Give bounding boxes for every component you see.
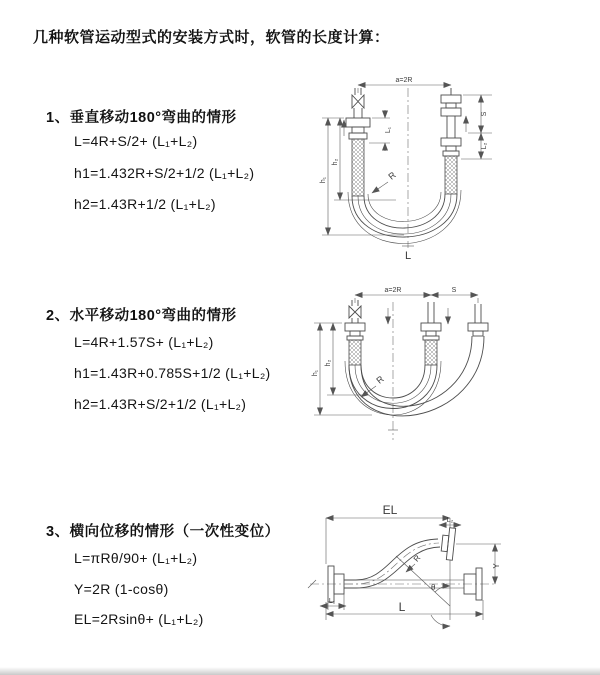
dim-label-r: R (386, 169, 398, 182)
dim-label-l2: L₂ (446, 517, 454, 524)
dim-label-l1: L₁ (385, 126, 392, 134)
pipe-right (441, 88, 461, 194)
dim-label-length: L (404, 250, 412, 262)
dim-label-a2r: a=2R (395, 77, 413, 84)
dim-length (326, 600, 483, 620)
hose-curves-displaced (349, 336, 484, 416)
flange-upper-right (440, 527, 455, 560)
radius-callout (406, 553, 423, 572)
angle-construction (396, 556, 450, 626)
dim-label-h1: h₁ (312, 369, 319, 377)
dim-label-s: S (451, 287, 457, 294)
dim-s (463, 95, 492, 133)
page-title: 几种软管运动型式的安装方式时，软管的长度计算： (33, 29, 390, 46)
dim-label-s: S (481, 111, 488, 117)
centerline (308, 580, 496, 588)
dim-label-theta: θ (431, 583, 436, 592)
dim-label-a2r: a=2R (384, 287, 402, 294)
pipe-middle (421, 302, 441, 365)
dim-label-r: R (411, 553, 423, 564)
dim-label-length: L (398, 600, 406, 614)
section1-formula-h1: h1=1.432R+S/2+1/2 (L₁+L₂) (74, 165, 255, 181)
pipe-right (468, 304, 488, 336)
dim-a2r (358, 77, 451, 93)
dim-label-y: Y (492, 563, 501, 569)
hose-s-curve (344, 539, 440, 588)
section3-formula-L: L=πRθ/90+ (L₁+L₂) (74, 550, 198, 566)
dim-y (456, 544, 501, 584)
hose-curves (348, 190, 461, 244)
section1-heading: 1、垂直移动180°弯曲的情形 (46, 110, 237, 126)
section2-formula-h1: h1=1.43R+0.785S+1/2 (L₁+L₂) (74, 365, 271, 381)
section3-formula-Y: Y=2R (1-cosθ) (74, 581, 169, 597)
dim-label-h2: h₂ (332, 158, 339, 166)
section2-heading: 2、水平移动180°弯曲的情形 (46, 308, 237, 324)
dim-label-h1: h₁ (320, 176, 327, 184)
section1-formula-L: L=4R+S/2+ (L₁+L₂) (74, 133, 198, 149)
dim-label-l1: L₁ (328, 598, 336, 605)
dim-s (431, 287, 478, 303)
dim-label-l2: L₂ (481, 142, 488, 150)
dim-l1 (369, 110, 392, 151)
centerline (388, 302, 398, 440)
section2-formula-L: L=4R+1.57S+ (L₁+L₂) (74, 334, 214, 350)
dim-l1 (320, 594, 346, 610)
diagram-vertical-180-bend (308, 62, 600, 262)
diagram-lateral-displacement (298, 498, 600, 660)
radius-callout (372, 169, 398, 193)
dim-l2 (461, 133, 492, 159)
section3-heading: 3、横向位移的情形（一次性变位） (46, 524, 280, 540)
dim-el (326, 503, 450, 564)
pipe-left (345, 318, 365, 365)
dim-label-h2: h₂ (325, 359, 332, 367)
section2-formula-h2: h2=1.43R+S/2+1/2 (L₁+L₂) (74, 396, 247, 412)
section1-formula-h2: h2=1.43R+1/2 (L₁+L₂) (74, 196, 216, 212)
dim-a2r (355, 287, 431, 303)
dim-label-el: EL (382, 503, 398, 517)
section3-formula-EL: EL=2Rsinθ+ (L₁+L₂) (74, 611, 204, 627)
centerline (402, 88, 414, 248)
pipe-left (346, 108, 370, 196)
page-bottom-edge (0, 667, 600, 675)
diagram-horizontal-180-bend (306, 278, 600, 458)
dim-label-r: R (374, 373, 386, 386)
